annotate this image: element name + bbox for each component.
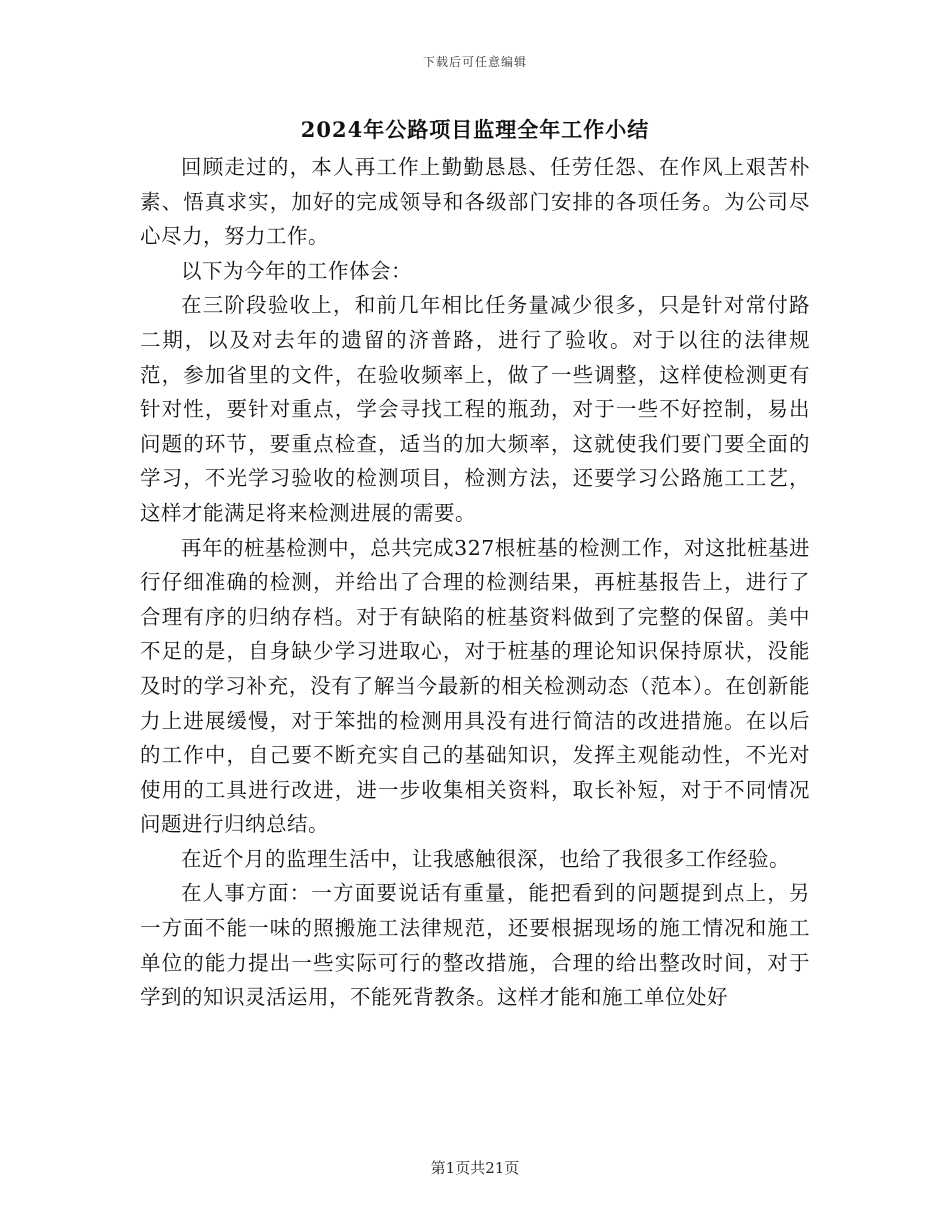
paragraph: 再年的桩基检测中，总共完成327根桩基的检测工作，对这批桩基进行仔细准确的检测，并给出了合理的检测结果，再桩基报告上，进行了合理有序的归纳存档。对于有缺陷的桩基资料做到了完整的保留。美中不足的是，自身缺少学习进取心，对于桩基的理论知识保持原状，没能及时的学习补充，没有了解当今最新的相关检测动态（范本）。在创新能力上进展缓慢，对于笨拙的检测用具没有进行简洁的改进措施。在以后的工作中，自己要不断充实自己的基础知识，发挥主观能动性，不光对使用的工具进行改进，进一步收集相关资料，取长补短，对于不同情况问题进行归纳总结。 <box>140 535 810 837</box>
paragraph: 在三阶段验收上，和前几年相比任务量减少很多，只是针对常付路二期，以及对去年的遗留的济普路，进行了验收。对于以往的法律规范，参加省里的文件，在验收频率上，做了一些调整，这样使检测更有针对性，要针对重点，学会寻找工程的瓶劲，对于一些不好控制，易出问题的环节，要重点检查，适当的加大频率，这就使我们要门要全面的学习，不光学习验收的检测项目，检测方法，还要学习公路施工工艺，这样才能满足将来检测进展的需要。 <box>140 293 810 525</box>
page-footer: 第1页共21页 <box>430 1159 520 1177</box>
document-title: 2024年公路项目监理全年工作小结 <box>300 117 650 142</box>
header-note: 下载后可任意编辑 <box>422 55 527 69</box>
document-body <box>140 150 810 1015</box>
paragraph: 在人事方面：一方面要说话有重量，能把看到的问题提到点上，另一方面不能一味的照搬施工法律规范，还要根据现场的施工情况和施工单位的能力提出一些实际可行的整改措施，合理的给出整改时间，对于学到的知识灵活运用，不能死背教条。这样才能和施工单位处好 <box>140 881 810 1010</box>
paragraph: 回顾走过的，本人再工作上勤勤恳恳、任劳任怨、在作风上艰苦朴素、悟真求实，加好的完成领导和各级部门安排的各项任务。为公司尽心尽力，努力工作。 <box>140 155 810 249</box>
paragraph: 在近个月的监理生活中，让我感触很深，也给了我很多工作经验。 <box>181 846 790 871</box>
paragraph: 以下为今年的工作体会： <box>181 258 412 283</box>
